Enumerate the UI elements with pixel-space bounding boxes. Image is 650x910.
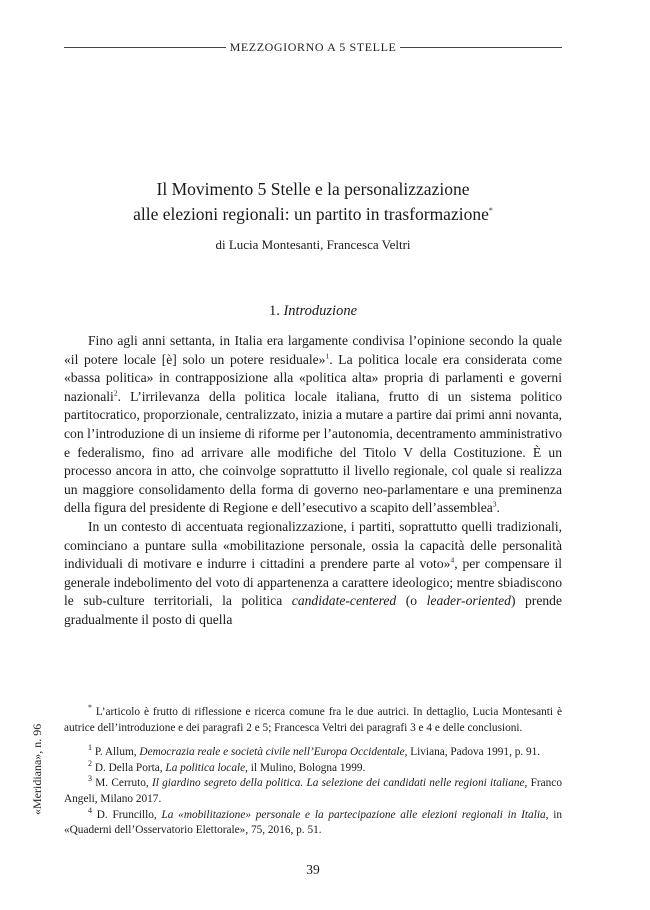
footnote-4-number: 4 xyxy=(88,805,92,815)
paragraph-1 xyxy=(64,332,562,518)
section-title: Introduzione xyxy=(283,303,358,319)
paragraph-2-text-c: (o xyxy=(396,593,427,609)
footnote-star-mark: * xyxy=(88,703,92,713)
footnotes xyxy=(64,705,562,839)
section-number: 1. xyxy=(268,303,280,319)
paragraph-2 xyxy=(64,518,562,630)
footnote-3 xyxy=(64,776,562,807)
footnote-1-author: P. Allum, xyxy=(92,746,140,759)
paragraph-2-text-a: In un contesto di accentuata regionalizzazione, i partiti, soprattutto quelli tradizionali, cominciano a puntare sulla «mobilitazione personale, ossia la capacità delle personalità individuali di motivare e indurre i cittadini a prendere parte al voto» xyxy=(64,518,562,572)
footnote-2-number: 2 xyxy=(88,759,92,769)
running-title: MEZZOGIORNO A 5 STELLE xyxy=(229,40,397,54)
paragraph-2-term-1: candidate-centered xyxy=(291,593,397,609)
footnote-3-number: 3 xyxy=(88,774,92,784)
article-title-line-1: Il Movimento 5 Stelle e la personalizzazione xyxy=(156,179,470,199)
article-title-line-2 xyxy=(64,200,562,225)
paragraph-1-text-a: Fino agli anni settanta, in Italia era largamente condivisa l’opinione secondo la quale «il potere locale [è] solo un potere residuale» xyxy=(64,333,562,367)
footnote-1-work: Democrazia reale e società civile nell’Europa Occidentale xyxy=(139,746,405,759)
article-authors: di Lucia Montesanti, Francesca Veltri xyxy=(215,236,411,252)
journal-side-label: «Meridiana», n. 96 xyxy=(30,723,44,815)
title-footnote-mark[interactable]: * xyxy=(488,206,493,215)
footnote-ref-2[interactable]: 2 xyxy=(113,388,118,398)
header-rule-right xyxy=(400,47,562,48)
footnote-1-number: 1 xyxy=(88,743,92,753)
footnote-1-details: , Liviana, Padova 1991, p. 91. xyxy=(404,746,541,759)
footnote-ref-4[interactable]: 4 xyxy=(450,555,455,565)
footnote-gap xyxy=(64,736,562,745)
footnote-2-author: D. Della Porta, xyxy=(92,761,166,774)
paragraph-1-text-b: . La politica locale era considerata come «bassa politica» in contrapposizione alla «politica alta» propria di parlamenti e governi nazionali xyxy=(64,351,562,404)
article-title-block xyxy=(64,178,562,253)
footnote-3-work: Il giardino segreto della politica. La selezione dei candidati nelle regioni italiane xyxy=(151,777,525,790)
paragraph-1-text-d: . xyxy=(496,500,500,516)
footnote-2-details: , il Mulino, Bologna 1999. xyxy=(245,761,366,774)
footnote-4-author: D. Fruncillo, xyxy=(92,808,162,821)
footnote-3-details: , Franco Angeli, Milano 2017. xyxy=(64,777,562,805)
running-header xyxy=(64,40,562,55)
footnote-4-work: La «mobilitazione» personale e la partecipazione alle elezioni regionali in Italia xyxy=(161,808,546,821)
footnote-ref-1[interactable]: 1 xyxy=(325,351,330,361)
footnote-star-text: L’articolo è frutto di riflessione e ricerca comune fra le due autrici. In dettaglio, Lucia Montesanti è autrice dell’introduzione e dei paragrafi 2 e 5; Francesca Veltri dei paragrafi 3 e 4 e delle conclusioni. xyxy=(64,706,562,734)
section-heading xyxy=(64,303,562,320)
footnote-4 xyxy=(64,805,563,839)
paragraph-2-term-2: leader-oriented xyxy=(426,593,511,609)
footnote-3-author: M. Cerruto, xyxy=(92,777,152,790)
footnote-1 xyxy=(64,745,562,761)
paragraph-2-text-d: ) prende gradualmente il posto di quella xyxy=(64,593,562,627)
body-text xyxy=(64,332,562,630)
footnote-2 xyxy=(64,761,562,777)
paragraph-2-text-b: , per compensare il generale indebolimento del voto di appartenenza a carattere ideologico; mentre sbiadiscono le sub-culture territoriali, la politica xyxy=(64,556,563,609)
footnote-star xyxy=(64,705,562,736)
header-rule-left xyxy=(64,47,226,48)
page-number: 39 xyxy=(306,862,320,877)
footnote-4-details: , in «Quaderni dell’Osservatorio Elettorale», 75, 2016, p. 51. xyxy=(64,808,563,837)
footnote-2-work: La politica locale xyxy=(165,761,246,774)
paragraph-1-text-c: . L’irrilevanza della politica locale italiana, frutto di un sistema politico partitocratico, proporzionale, centralizzato, inizia a mutare a partire dai primi anni novanta, con l’introduzione di un insieme di riforme per l’autonomia, decentramento amministrativo e federalismo, fino ad arrivare alle modifiche del Titolo V della Costituzione. È un processo ancora in atto, che coinvolge soprattutto il livello regionale, col quale si realizza un maggiore consolidamento della forma di governo neo-parlamentare e una preminenza della figura del presidente di Regione e dell’esecutivo a scapito dell’assemblea xyxy=(64,388,562,516)
article-title-line-2-text: alle elezioni regionali: un partito in trasformazione xyxy=(133,203,489,224)
footnote-ref-3[interactable]: 3 xyxy=(492,499,497,509)
